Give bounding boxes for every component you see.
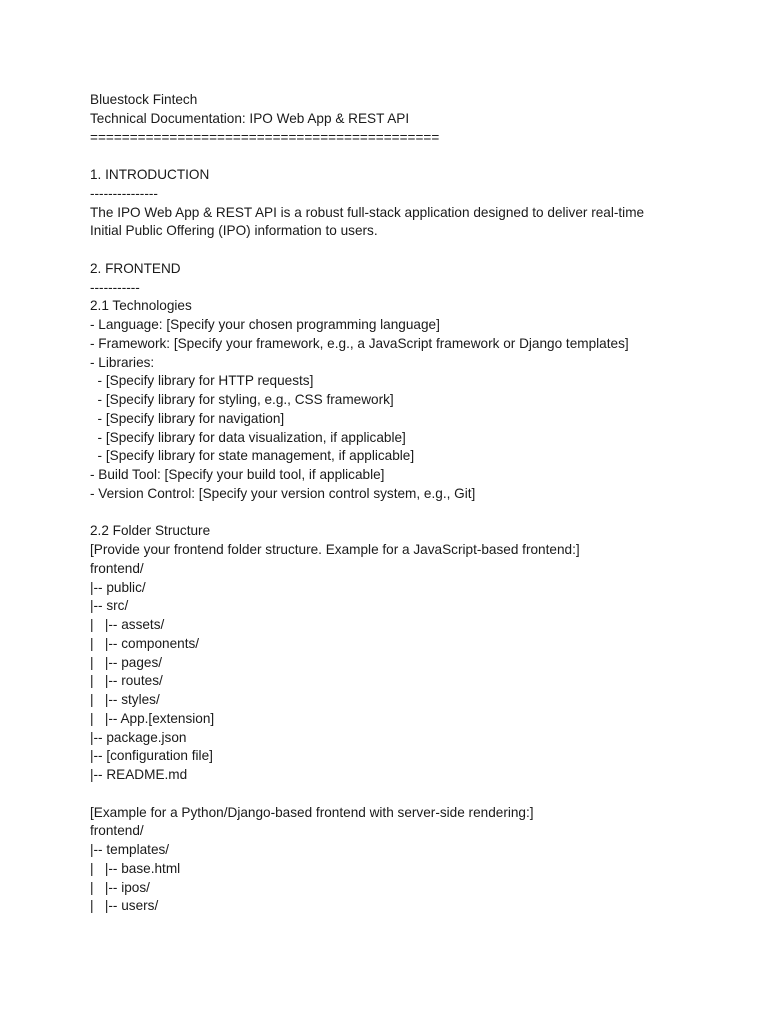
paragraph-line: Initial Public Offering (IPO) information to users. (90, 223, 378, 239)
paragraph-line: [Example for a Python/Django-based frontend with server-side rendering:] (90, 804, 534, 820)
tree-line: | |-- App.[extension] (90, 710, 215, 726)
subsection-heading-folder-structure: 2.2 Folder Structure (90, 523, 211, 539)
list-item: - [Specify library for state management, if applicable] (90, 448, 415, 464)
tree-line: frontend/ (90, 823, 144, 839)
list-item: - [Specify library for styling, e.g., CSS framework] (90, 392, 394, 407)
document-title: Technical Documentation: IPO Web App & REST API (90, 110, 410, 126)
section-underline: ----------- (90, 279, 140, 295)
tree-line: | |-- base.html (90, 860, 181, 876)
company-name: Bluestock Fintech (90, 92, 198, 107)
tree-line: | |-- routes/ (90, 673, 163, 689)
subsection-heading-technologies: 2.1 Technologies (90, 298, 192, 314)
spacer (90, 241, 750, 260)
tree-line: | |-- assets/ (90, 617, 165, 632)
spacer (90, 504, 750, 523)
paragraph-line: [Provide your frontend folder structure. Example for a JavaScript-based frontend:] (90, 542, 580, 557)
tree-line: |-- [configuration file] (90, 748, 213, 764)
tree-line: |-- README.md (90, 767, 188, 782)
section-heading-frontend: 2. FRONTEND (90, 260, 181, 276)
list-item: - Build Tool: [Specify your build tool, if applicable] (90, 467, 385, 482)
tree-line: |-- package.json (90, 729, 187, 745)
tree-line: | |-- styles/ (90, 692, 160, 707)
tree-line: |-- templates/ (90, 842, 170, 857)
list-item: - [Specify library for HTTP requests] (90, 373, 314, 389)
tree-line: | |-- pages/ (90, 654, 163, 670)
section-heading-introduction: 1. INTRODUCTION (90, 167, 210, 182)
tree-line: | |-- ipos/ (90, 879, 150, 895)
list-item: - [Specify library for navigation] (90, 410, 285, 426)
spacer (90, 785, 750, 804)
spacer (90, 147, 750, 166)
tree-line: frontend/ (90, 560, 144, 576)
list-item: - Framework: [Specify your framework, e.g., a JavaScript framework or Django templates] (90, 335, 629, 351)
list-item: - Language: [Specify your chosen programming language] (90, 317, 440, 332)
section-underline: --------------- (90, 185, 158, 201)
list-item: - Libraries: (90, 354, 155, 370)
tree-line: | |-- users/ (90, 898, 159, 914)
title-rule: ============================================ (90, 129, 440, 145)
list-item: - Version Control: [Specify your version control system, e.g., Git] (90, 485, 476, 501)
tree-line: |-- public/ (90, 579, 146, 595)
tree-line: | |-- components/ (90, 635, 200, 651)
document-body (90, 91, 750, 916)
paragraph-line: The IPO Web App & REST API is a robust full-stack application designed to deliver real-time (90, 204, 645, 220)
list-item: - [Specify library for data visualization, if applicable] (90, 429, 406, 445)
tree-line: |-- src/ (90, 598, 129, 614)
